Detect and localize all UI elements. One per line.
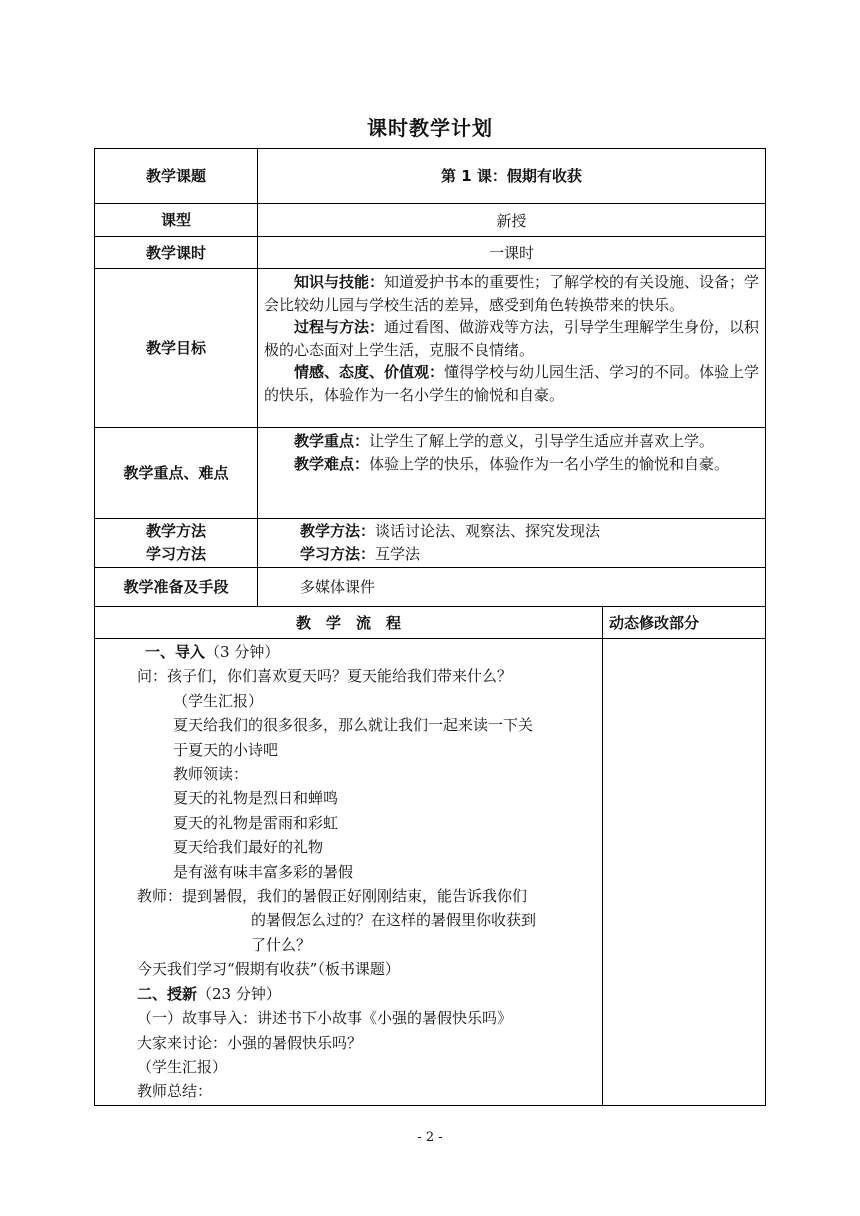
flow-line: 大家来讨论：小强的暑假快乐吗？ — [137, 1033, 363, 1052]
goal-knowledge — [264, 271, 761, 316]
flow-line: 夏天的礼物是雷雨和彩虹 — [173, 813, 339, 832]
flow-line: 夏天的礼物是烈日和蝉鸣 — [173, 789, 339, 808]
goal-emotion-head: 情感、态度、价值观： — [294, 363, 445, 381]
lesson-plan-table — [94, 148, 766, 1106]
dynamic-body — [602, 638, 766, 1106]
flow-body — [94, 638, 603, 1106]
prep-value: 多媒体课件 — [257, 567, 766, 607]
section-1-time: （3 分钟） — [205, 643, 280, 661]
flow-line: 于夏天的小诗吧 — [173, 740, 279, 759]
page-number: - 2 - — [417, 1130, 443, 1145]
flow-line: （一）故事导入：讲述书下小故事《小强的暑假快乐吗》 — [137, 1009, 513, 1028]
flow-line: 的暑假怎么过的？在这样的暑假里你收获到 — [251, 911, 537, 930]
flow-line: 夏天给我们最好的礼物 — [173, 838, 324, 857]
goal-emotion-text: 懂得学校与幼儿园生活、学习的不同。体验上学的快乐，体验作为一名小学生的愉悦和自豪。 — [264, 363, 760, 404]
flow-line: 今天我们学习“假期有收获”（板书课题） — [137, 960, 400, 979]
methods-label-teach: 教学方法 — [145, 522, 206, 540]
page-title: 课时教学计划 — [367, 116, 493, 140]
keypoints-label: 教学重点、难点 — [94, 427, 258, 519]
flow-line: 教师总结： — [137, 1082, 213, 1101]
hours-label: 教学课时 — [94, 236, 258, 269]
flow-line: 是有滋有味丰富多彩的暑假 — [173, 862, 354, 881]
goal-emotion — [264, 361, 761, 406]
keypoints-content — [257, 427, 766, 519]
flow-line: （学生汇报） — [137, 1057, 228, 1076]
section-1-head: 一、导入 — [145, 643, 206, 661]
methods-label-learn: 学习方法 — [145, 545, 206, 563]
flow-line: 了什么？ — [251, 935, 312, 954]
teach-method-head: 教学方法： — [300, 522, 376, 540]
prep-label: 教学准备及手段 — [94, 567, 258, 607]
learn-method-text: 互学法 — [375, 545, 421, 563]
flow-line: （学生汇报） — [173, 691, 264, 710]
section-2-head: 二、授新 — [137, 984, 198, 1003]
goals-content — [257, 268, 766, 428]
flow-line: 教师领读： — [173, 765, 249, 784]
goal-process — [264, 316, 761, 361]
methods-content — [257, 518, 766, 568]
topic-label: 教学课题 — [94, 148, 258, 204]
type-label: 课型 — [94, 203, 258, 237]
goal-process-head: 过程与方法： — [294, 318, 385, 336]
key-point-text: 让学生了解上学的意义，引导学生适应并喜欢上学。 — [369, 432, 715, 450]
key-point — [264, 430, 761, 453]
flow-line: 夏天给我们的很多很多，那么就让我们一起来读一下关 — [173, 716, 534, 735]
hours-value: 一课时 — [257, 236, 766, 269]
goals-label: 教学目标 — [94, 268, 258, 428]
flow-line: 问：孩子们，你们喜欢夏天吗？夏天能给我们带来什么？ — [137, 667, 513, 686]
difficult-point-head: 教学难点： — [294, 454, 370, 473]
flow-line: 教师：提到暑假，我们的暑假正好刚刚结束，能告诉我你们 — [137, 887, 528, 906]
dynamic-header: 动态修改部分 — [602, 606, 766, 639]
teach-method-text: 谈话讨论法、观察法、探究发现法 — [375, 522, 601, 540]
learn-method-head: 学习方法： — [300, 545, 376, 563]
difficult-point — [264, 453, 761, 476]
flow-header: 教 学 流 程 — [94, 606, 603, 639]
goal-process-text: 通过看图、做游戏等方法，引导学生理解学生身份，以积极的心态面对上学生活，克服不良情绪。 — [264, 318, 760, 359]
goal-knowledge-text: 知道爱护书本的重要性；了解学校的有关设施、设备；学会比较幼儿园与学校生活的差异，感受到角色转换带来的快乐。 — [264, 273, 760, 314]
key-point-head: 教学重点： — [294, 432, 370, 450]
type-value: 新授 — [257, 203, 766, 237]
methods-label — [94, 518, 258, 568]
section-2-time: （23 分钟） — [197, 984, 281, 1003]
topic-value: 第 1 课：假期有收获 — [257, 148, 766, 204]
difficult-point-text: 体验上学的快乐，体验作为一名小学生的愉悦和自豪。 — [369, 454, 730, 473]
goal-knowledge-head: 知识与技能： — [294, 273, 385, 291]
